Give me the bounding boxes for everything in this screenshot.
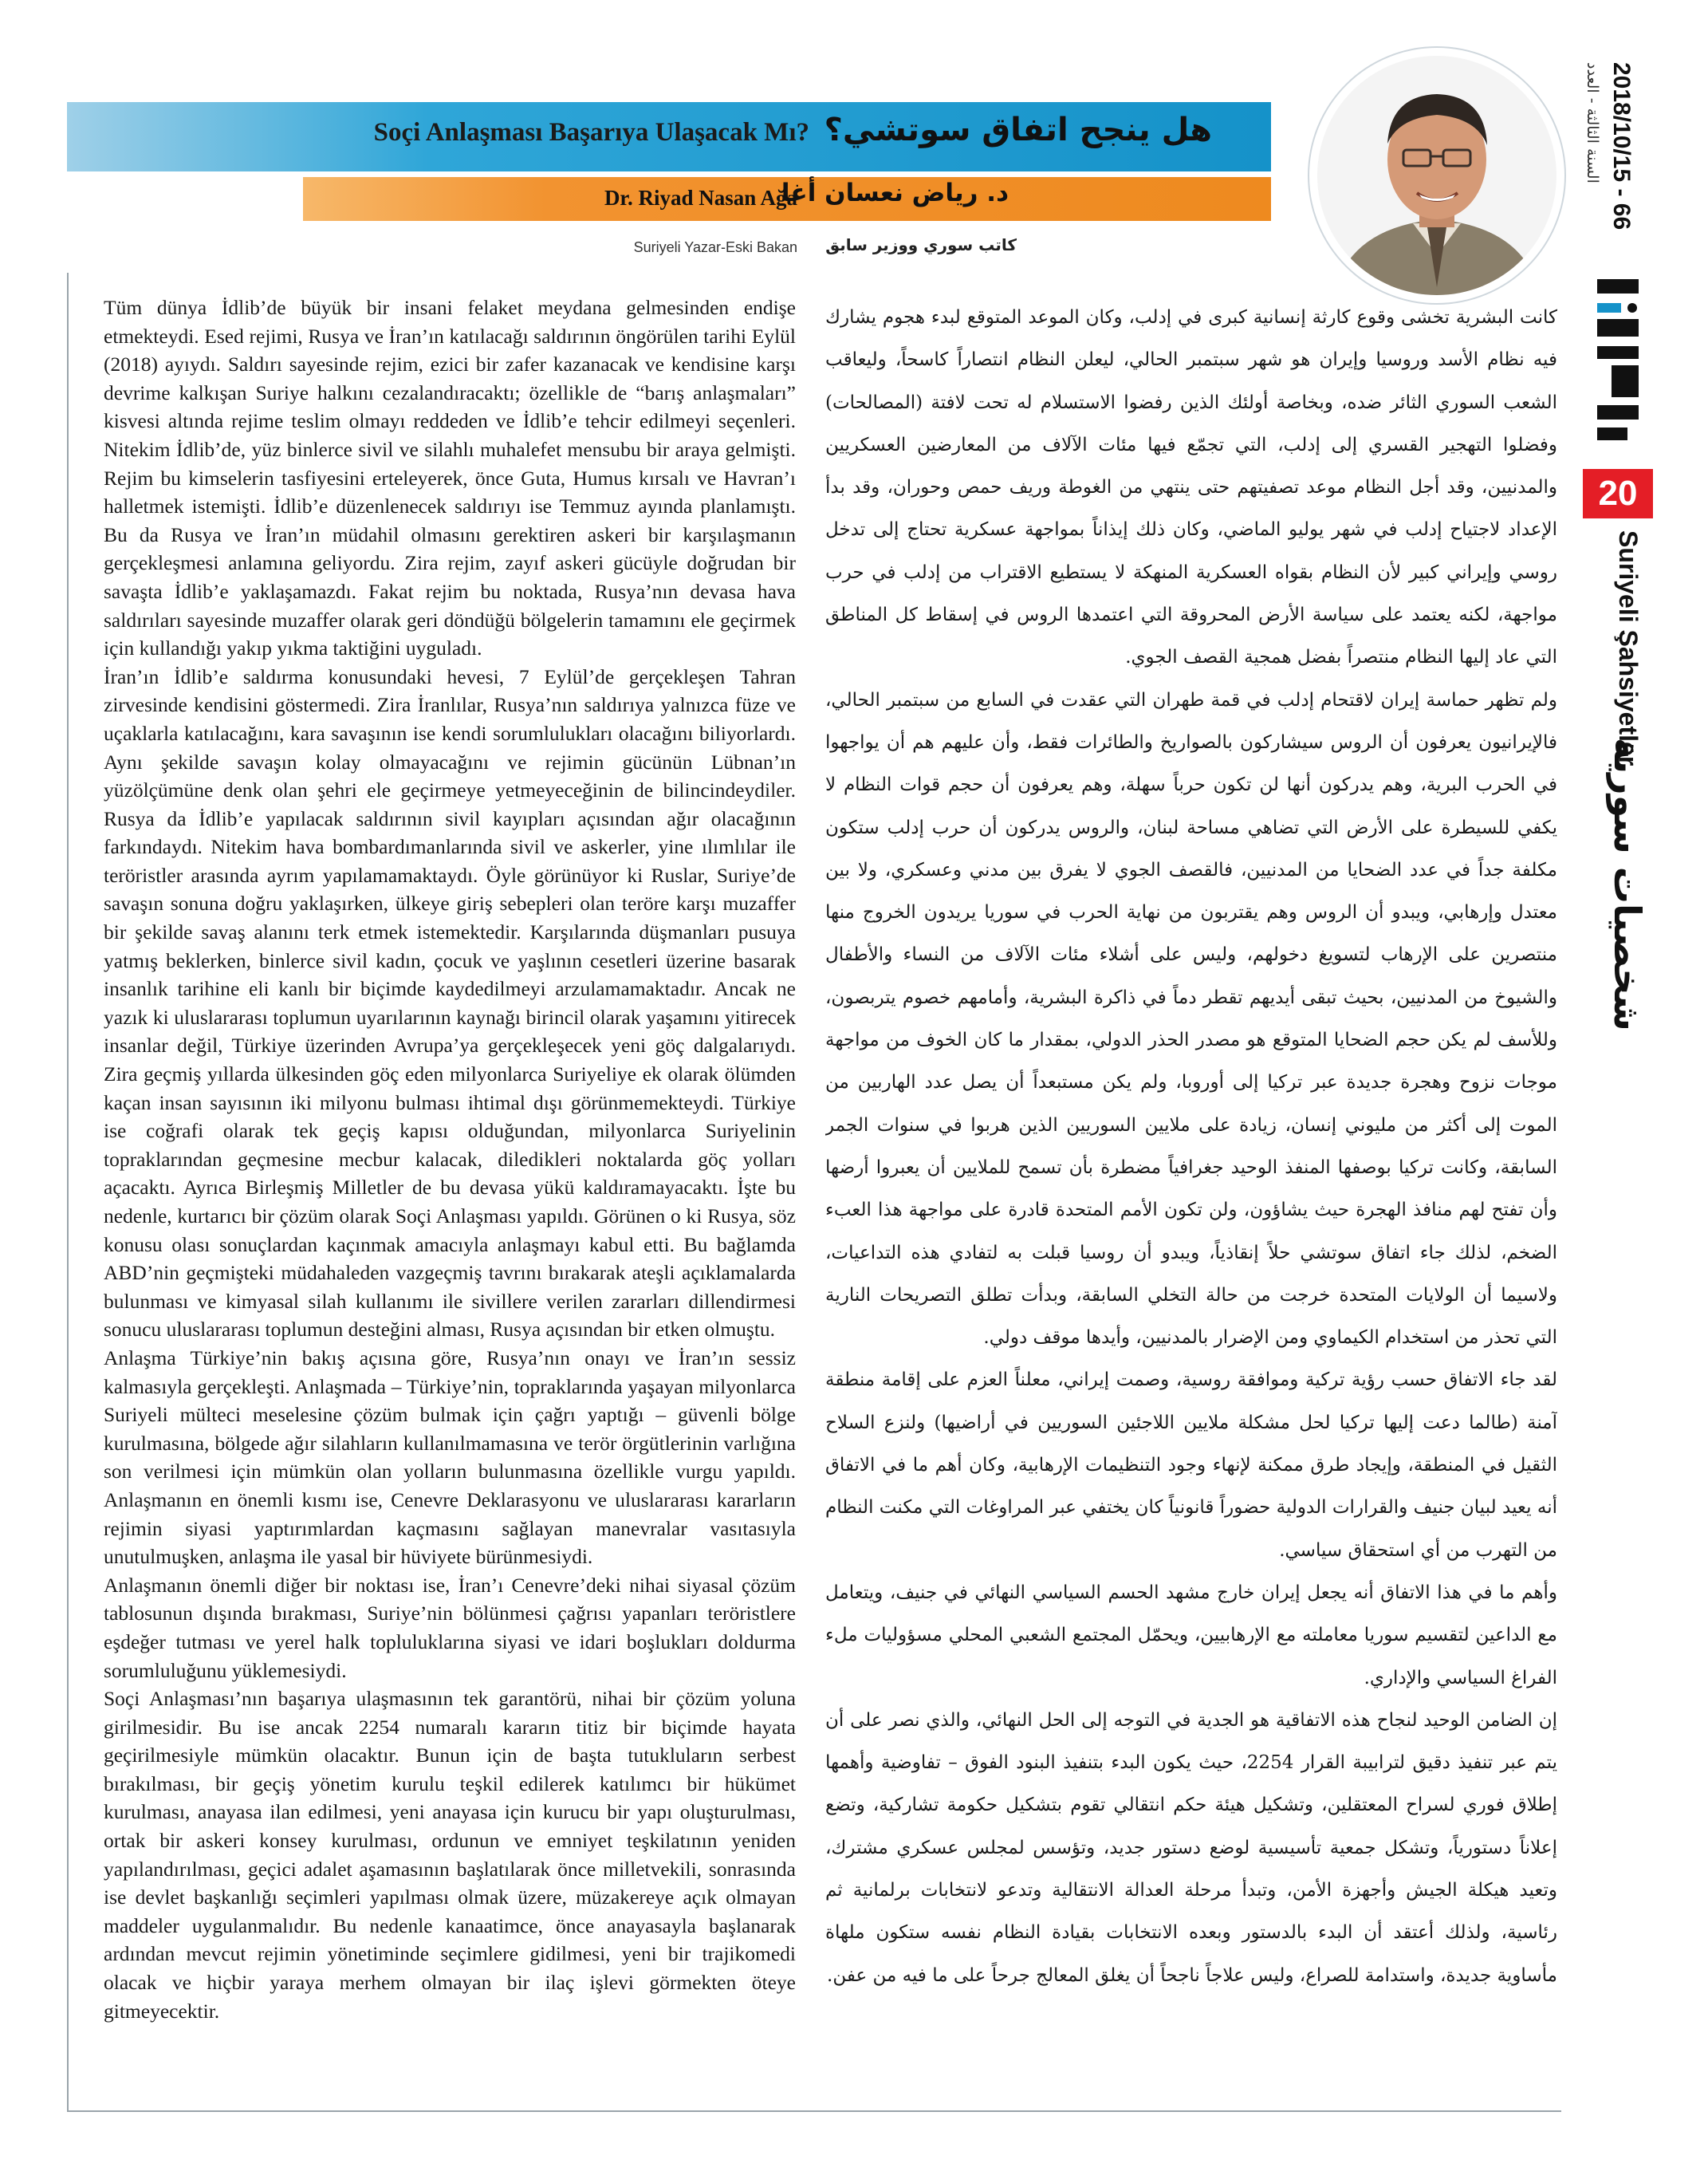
author-role-arabic: كاتب سوري ووزير سابق: [825, 235, 1017, 254]
section-title-arabic: شخصيات سورية: [1606, 738, 1649, 1031]
paragraph: لقد جاء الاتفاق حسب رؤية تركية وموافقة روسية، وصمت إيراني، معلناً العزم على إقامة منطقة آمنة (طالما دعت إليها تركيا لحل مشكلة ملايين اللاجئين السوريين في أراضيها) ولنزع السلاح الثقيل في المنطقة، وإيجاد طرق ممكنة لإنهاء وجود التنظيمات الإرهابية، وكان أهم ما في الاتفاق أنه يعيد لبيان جنيف والقرارات الدولية حضوراً قانونياً كان يختفي عبر المراوغات التي مكنت النظام من التهرب من أي استحقاق سياسي.: [825, 1369, 1557, 1561]
article-body-turkish: [104, 294, 796, 2084]
article-body-arabic: [825, 297, 1557, 2091]
paragraph: İran’ın İdlib’e saldırma konusundaki hevesi, 7 Eylül’de gerçekleşen Tahran zirvesinde kendisini göstermedi. Zira İranlılar, Rusya’nın saldırıya yalnızca füze ve uçaklarla katılacağını, kara savaşının ise kendi sorumlulukları olacağını biliyorlardı. Aynı şekilde savaşın kolay olmayacağını ve rejimin gücünün Lübnan’ın yüzölçümüne denk olan şehri ele geçirmeye yetmeyeceğinin de bilincindeydiler. Rusya da İdlib’e yapılacak saldırının sivil kayıpları açısından ağır olacağının farkındaydı. Nitekim hava bombardımanlarında sivil ve askerler, yine ılımlılar ile teröristler arasında ayrım yapılamamaktaydı. Öyle görünüyor ki Ruslar, Suriye’de savaşın sonuna doğru yaklaşırken, ülkeye giriş sebepleri olan teröre karşı muzaffer bir şekilde savaş alanını terk etmek istemektedir. Karşılarında düşmanları pusuya yatmış beklerken, binlerce sivil kadın, çocuk ve yaşlının cesetleri üzerine basarak insanlık tarihine eli kanlı bir biçimde kaydedilmeyi arzulamamaktadır. Ancak ne yazık ki uluslararası toplumun uyarılarının kaynağı birincil olarak yaşamını yitirecek insanlar değil, Türkiye üzerinden Avrupa’ya gerçekleşecek yeni göç dalgalarıydı. Zira geçmiş yıllarda ülkesinden göç eden milyonlarca Suriyeliye ek olarak ölümden kaçan insan sayısının iki milyonu bulması ihtimal dışı görünmemekteydi. Türkiye ise coğrafi olarak tek geçiş kapısı olduğundan, milyonlarca Suriyelinin topraklarından geçmesine mecbur kalacak, diledikleri noktalarda göç yolları açacaktı. Ayrıca Birleşmiş Milletler de bu devasa yükü kaldıramayacaktı. İşte bu nedenle, kurtarıcı bir çözüm olarak Soçi Anlaşması yapıldı. Görünen o ki Rusya, söz konusu olası sonuçlardan kaçınmak amacıyla anlaşmayı kabul etti. Bu bağlamda ABD’nin geçmişteki müdahaleden vazgeçmiş tavrını bırakarak ateşli açıklamalarda bulunması ve kimyasal silah kullanımı ile sivillere verilen zararları dillendirmesi sonucu uluslararası toplumun desteğini alması, Rusya açısından bir etken olmuştu.: [104, 664, 796, 1342]
portrait-illustration: [1317, 56, 1556, 295]
paragraph: ولم تظهر حماسة إيران لاقتحام إدلب في قمة طهران التي عقدت في السابع من سبتمبر الحالي، فالإيرانيون يعرفون أن الروس سيشاركون بالصواريخ والطائرات فقط، وأن عليهم هم أن يواجهوا في الحرب البرية، وهم يدركون أنها لن تكون حرباً سهلة، وهم يعرفون أن حجم قوات النظام لا يكفي للسيطرة على الأرض التي تضاهي مساحة لبنان، والروس يدركون أن حرب إدلب ستكون مكلفة جداً في عدد الضحايا من المدنيين، فالقصف الجوي لا يفرق بين مدني وعسكري، ولا بين معتدل وإرهابي، ويبدو أن الروس وهم يقتربون من نهاية الحرب في سوريا يريدون الخروج منها منتصرين على الإرهاب لتسويغ دخولهم، وليس على أشلاء مئات الآلاف من النساء والأطفال والشيوخ من المدنيين، بحيث تبقى أيديهم تقطر دماً في ذاكرة البشرية، وأمامهم خصوم يتربصون، وللأسف لم يكن حجم الضحايا المتوقع هو مصدر الحذر الدولي، بمقدار ما كان الخوف من مواجهة موجات نزوح وهجرة جديدة عبر تركيا إلى أوروبا، ولم يكن مستبعداً أن يصل عدد الهاربين من الموت إلى أكثر من مليوني إنسان، زيادة على ملايين السوريين الذين هربوا في سنوات الجمر السابقة، وكانت تركيا بوصفها المنفذ الوحيد جغرافياً مضطرة بأن تسمح للملايين أن يعبروا أرضها وأن تفتح لهم منافذ الهجرة حيث يشاؤون، ولن تكون الأمم المتحدة قادرة على مواجهة هذا العبء الضخم، لذلك جاء اتفاق سوتشي حلاً إنقاذياً، ويبدو أن روسيا قبلت به لتفادي هذه التداعيات، ولاسيما أن الولايات المتحدة خرجت من حالة التخلي السابقة، وبدأت تطلق التصريحات النارية التي تحذر من استخدام الكيماوي ومن الإضرار بالمدنيين، وأيدها موقف دولي.: [825, 689, 1557, 1349]
author-portrait: [1309, 48, 1564, 303]
paragraph: Anlaşmanın önemli diğer bir noktası ise, İran’ı Cenevre’deki nihai siyasal çözüm tablosunun dışında bırakması, Suriye’nin bölünmesi çağrısı yapanları teröristlere eşdeğer tutması ve yerel halk topluluklarına siyasi ve idari boşlukları doldurma sorumluluğunu yüklemesiydi.: [104, 1573, 796, 1682]
title-turkish: Soçi Anlaşması Başarıya Ulaşacak Mı?: [373, 118, 809, 147]
frame-left-line: [67, 273, 69, 2111]
author-role-turkish: Suriyeli Yazar-Eski Bakan: [633, 239, 797, 255]
title-arabic: هل ينجح اتفاق سوتشي؟: [824, 112, 1212, 148]
paragraph: كانت البشرية تخشى وقوع كارثة إنسانية كبرى في إدلب، وكان الموعد المتوقع لبدء هجوم يشارك فيه نظام الأسد وروسيا وإيران هو شهر سبتمبر الحالي، ليعلن النظام انتصاراً كاسحاً، وليعاقب الشعب السوري الثائر ضده، وبخاصة أولئك الذين رفضوا الاستسلام له تحت لافتة (المصالحات) وفضلوا التهجير القسري إلى إدلب، التي تجمّع فيها مئات الآلاف من المعارضين العسكريين والمدنيين، وقد أجل النظام موعد تصفيتهم حتى ينتهي من الغوطة وريف حمص وحوران، وقد بدأ الإعداد لاجتياح إدلب في شهر يوليو الماضي، وكان ذلك إيذاناً بمواجهة عسكرية تحتاج إلى تدخل روسي وإيراني كبير لأن النظام بقواه العسكرية المنهكة لا يستطيع الاقتراب من إدلب في حرب مواجهة، لكنه يعتمد على سياسة الأرض المحروقة التي اعتمدها الروس في إسقاط كل المناطق التي عاد إليها النظام منتصراً بفضل همجية القصف الجوي.: [825, 307, 1557, 668]
magazine-logo: [1583, 263, 1653, 459]
page-number: 20: [1583, 469, 1653, 518]
paragraph: Soçi Anlaşması’nın başarıya ulaşmasının tek garantörü, nihai bir çözüm yoluna girilmesidir. Bu ise ancak 2254 numaralı kararın titiz bir biçimde hayata geçirilmesiyle mümkün olacaktır. Bunun için de başta tutukluların serbest bırakılması, bir geçiş yönetim kurulu teşkil edilerek katılımcı bir hükümet kurulması, anayasa ilan edilmesi, yeni anayasa için kurucu bir yapı oluşturulması, ortak bir askeri konsey kurulması, ordunun ve emniyet teşkilatının yeniden yapılandırılması, geçici adalet aşamasının başlatılarak önce milletvekili, sonrasında ise devlet başkanlığı seçimleri yapılması olmak üzere, müzakereye açık olmayan maddeler uygulanmalıdır. Bu nedenle kanaatimce, önce anayasayla başlanarak ardından mevcut rejimin yönetiminde seçimlere gidilmesi, yeni bir trajikomedi olacak ve hiçbir yaraya merhem olmayan bir ilaç işlevi görmekten öteye gitmeyecektir.: [104, 1687, 796, 2023]
issue-date: 2018/10/15 - 66: [1608, 62, 1635, 230]
paragraph: إن الضامن الوحيد لنجاح هذه الاتفاقية هو الجدية في التوجه إلى الحل النهائي، والذي نصر على أن يتم عبر تنفيذ دقيق لترابيبة القرار 2254، حيث يكون البدء بتنفيذ البنود الفوق – تفاوضية وأهمها إطلاق فوري لسراح المعتقلين، وتشكيل هيئة حكم انتقالي تقوم بتشكيل حكومة تشاركية، وتضع إعلاناً دستورياً، وتشكل جمعية تأسيسية لوضع دستور جديد، وتؤسس لمجلس عسكري مشترك، وتعيد هيكلة الجيش وأجهزة الأمن، وتبدأ مرحلة العدالة الانتقالية وتدعو لانتخابات برلمانية ثم رئاسية، ولذلك أعتقد أن البدء بالدستور وبعده الانتخابات بقيادة النظام نفسه ستكون ملهاة مأساوية جديدة، واستدامة للصراع، وليس علاجاً ناجحاً أن يغلق المعالج جرحاً على ما فيه من عفن.: [825, 1709, 1557, 1986]
logo-icon: [1583, 263, 1653, 459]
paragraph: Anlaşma Türkiye’nin bakış açısına göre, Rusya’nın onayı ve İran’ın sessiz kalmasıyla gerçekleşti. Anlaşmada – Türkiye’nin, topraklarında yaşayan milyonlarca Suriyeli mülteci meselesine çözüm bulmak için çağrı yaptığı – güvenli bölge kurulmasına, bölgede ağır silahların kullanılmamasına ve terör örgütlerinin varlığına son verilmesi için mümkün olan yolların bulunmasına özellikle vurgu yapıldı. Anlaşmanın en önemli kısmı ise, Cenevre Deklarasyonu ve uluslararası kararların rejimin siyasi yaptırımlardan kaçmasını sağlayan manevralar vasıtasıyla unutulmuşken, anlaşma ile yasal bir hüviyete bürünmesiydi.: [104, 1346, 796, 1569]
author-arabic: د. رياض نعسان أغا: [781, 179, 1009, 207]
author-turkish: Dr. Riyad Nasan Ağa: [604, 186, 797, 210]
issue-label: السنة الثالثة - العدد: [1584, 62, 1601, 183]
paragraph: Tüm dünya İdlib’de büyük bir insani felaket meydana gelmesinden endişe etmekteydi. Esed rejimi, Rusya ve İran’ın katılacağı saldırının öngörülen tarihi Eylül (2018) ayıydı. Saldırı sayesinde rejim, ezici bir zafer kazanacak ve kendisine karşı devrime kalkışan Suriye halkını cezalandıracaktı; özellikle de “barış anlaşmaları” kisvesi altında rejime teslim olmayı reddeden ve İdlib’e tehcir edilmeyi seçenleri. Nitekim İdlib’de, yüz binlerce sivil ve silahlı muhalefet mensubu bir araya gelmişti. Rejim bu kimselerin tasfiyesini erteleyerek, önce Guta, Humus kırsalı ve Havran’ı halletmek istemişti. İdlib’e düzenlenecek saldırıyı ise Temmuz ayında planlamıştı. Bu da Rusya ve İran’ın müdahil olmasını gerektiren askeri bir karşılaşmanın gerçekleşmesi anlamına geliyordu. Zira rejim, zayıf askeri gücüyle doğrudan bir savaşta İdlib’e yaklaşamazdı. Fakat rejim bu noktada, Rusya’nın devasa hava saldırıları sayesinde muzaffer olarak geri döndüğü bölgelerin tamamını ele geçirmek için kullandığı yakıp yıkma taktiğini uyguladı.: [104, 296, 796, 660]
frame-bottom-line: [67, 2110, 1561, 2112]
section-title-turkish: Suriyeli Şahsiyetler: [1614, 530, 1643, 766]
paragraph: وأهم ما في هذا الاتفاق أنه يجعل إيران خارج مشهد الحسم السياسي النهائي في جنيف، ويتعامل مع الداعين لتقسيم سوريا معاملته مع الإرهابيين، ويحمّل المجتمع الشعبي المحلي مسؤوليات ملء الفراغ السياسي والإداري.: [825, 1582, 1557, 1688]
